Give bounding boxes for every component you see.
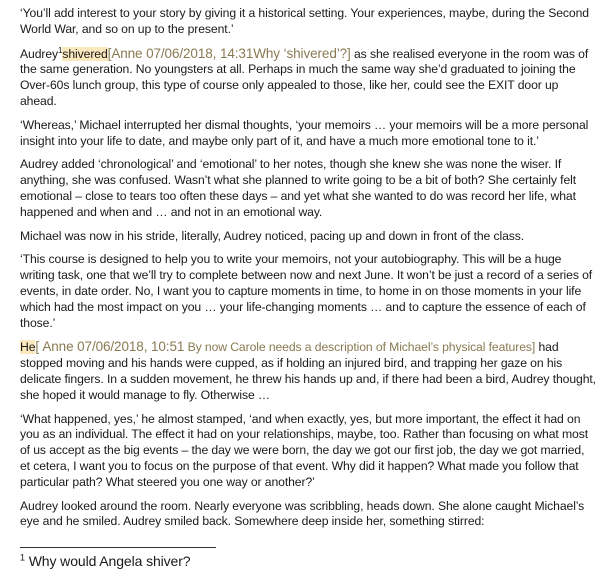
paragraph-2-lead: Audrey [20, 46, 59, 61]
comment-text: Why ‘shivered’? [253, 45, 348, 61]
inline-comment-1[interactable] [108, 47, 351, 61]
footnote-separator [20, 547, 216, 548]
comment-author-date: Anne 07/06/2018, 14:31 [111, 45, 254, 61]
comment-bracket-close: ] [347, 45, 351, 61]
footnote-text: Why would Angela shiver? [24, 553, 191, 569]
paragraph-3: ‘Whereas,’ Michael interrupted her dismal thoughts, ‘your memoirs … your memoirs will be a more personal insight into your life to date, and maybe only part of it, and have a much more emotional tone to it.’ [20, 117, 589, 148]
comment-bracket-open: [ [35, 339, 40, 355]
comment-bracket-open: [ [107, 45, 112, 61]
paragraph-5: Michael was now in his stride, literally, Audrey noticed, pacing up and down in front of the class. [20, 228, 525, 243]
comment-author-date: Anne 07/06/2018, 10:51 [42, 339, 185, 355]
footnote-number: 1 [20, 552, 25, 563]
highlighted-word-he[interactable]: He [20, 340, 36, 355]
footnote-1 [20, 552, 191, 570]
footnote-reference[interactable]: 1 [58, 45, 63, 55]
inline-comment-2[interactable] [35, 340, 535, 354]
paragraph-6: ‘This course is designed to help you to write your memoirs, not your autobiography. This will be a huge writing task, one that we’ll try to complete between now and next June. It won’t be just a record of a series of events, in date order. No, I want you to capture moments in time, to home in on those moments in your life which had the most impact on you … your life-changing moments … and to capture the essence of each of those.’ [20, 252, 593, 330]
paragraph-9: Audrey looked around the room. Nearly everyone was scribbling, heads down. She alone caught Michael’s eye and he smiled. Audrey smiled back. Somewhere deep inside her, something stirred: [20, 498, 585, 529]
paragraph-7-rest: had stopped moving and his hands were cupped, as if holding an injured bird, and trapping her gaze on his delicate fingers. In a sudden movement, he threw his hands up and, if there had been a bird, Audrey thought, she hoped it would manage to fly. Otherwise … [20, 340, 596, 402]
document-body [20, 6, 596, 538]
paragraph-2-rest: as she realised everyone in the room was of the same generation. No youngsters at all. Perhaps in much the same way she’d graduated to joining the Over-60s lunch group, this type of course only appealed to those, like her, could see the EXIT door up ahead. [20, 46, 589, 108]
comment-bracket-close: ] [531, 340, 536, 355]
highlighted-word-shivered[interactable]: shivered [62, 46, 108, 61]
paragraph-7 [20, 339, 596, 403]
paragraph-8: ‘What happened, yes,’ he almost stamped, ‘and when exactly, yes, but more important, the effect it had on you as an individual. The effect it had on your relationships, maybe, too. Rather than focusing on what most of us accept as the big events – the day we were born, the day we got our first job, the day we got married, et cetera, I want you to focus on the purpose of that event. Why did it happen? What made you follow that particular path? What steered you one way or another?’ [20, 411, 588, 489]
paragraph-2 [20, 46, 596, 110]
paragraph-4: Audrey added ‘chronological’ and ‘emotional’ to her notes, though she knew she was none the wiser. If anything, she was confused. Wasn’t what she planned to write going to be a bit of both? She certainly felt emotional – close to tears too often these days – and yet what she wanted to do was record her life, what happened and when and … and not in an emotional way. [20, 157, 577, 219]
paragraph-1: ‘You’ll add interest to your story by giving it a historical setting. Your experiences, maybe, during the Second World War, and so on up to the present.’ [20, 6, 589, 36]
comment-text: By now Carole needs a description of Michael’s physical features [187, 340, 532, 355]
